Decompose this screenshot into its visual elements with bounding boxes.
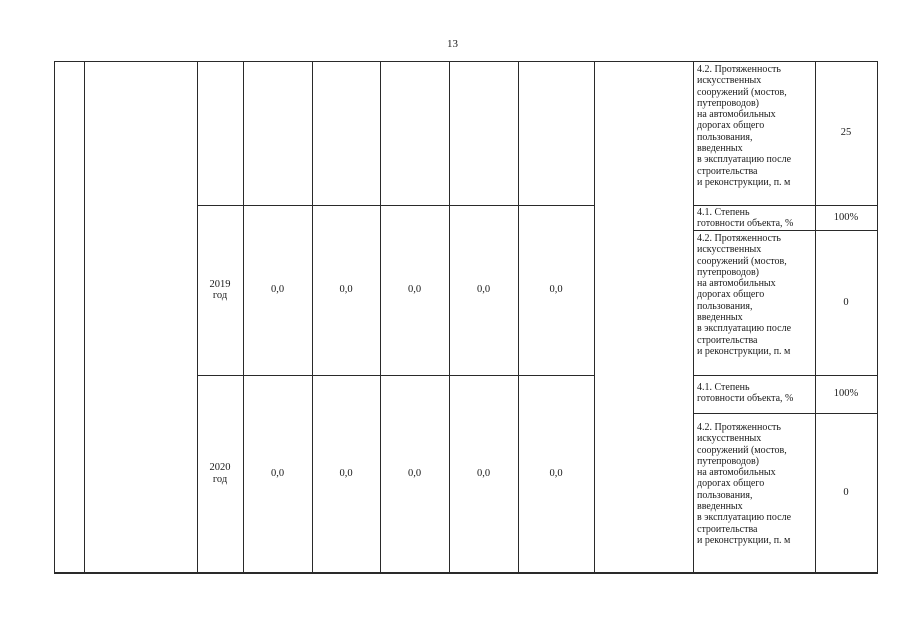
value-cell: 0,0 [549, 467, 563, 479]
page-number: 13 [447, 38, 458, 50]
table-bottom-border [54, 572, 878, 574]
value-cell: 0,0 [339, 284, 353, 296]
value-cell: 0,0 [476, 467, 491, 479]
indicator-value: 100% [833, 211, 859, 223]
value-cell: 0,0 [407, 284, 422, 296]
column-line [594, 61, 595, 573]
indicator-label: 4.2. Протяженность искусственных сооружений (мостов, путепроводов) на автомобильных дорогах общего пользования, введенных в эксплуатацию после строительства и реконструкции, п. м [697, 422, 792, 546]
indicator-label: 4.2. Протяженность искусственных сооружений (мостов, путепроводов) на автомобильных дорогах общего пользования, введенных в эксплуатацию после строительства и реконструкции, п. м [697, 64, 792, 188]
value-cell: 0,0 [549, 284, 563, 296]
indicator-value: 100% [833, 388, 859, 400]
table-top-border [54, 61, 878, 62]
value-cell: 0,0 [270, 284, 285, 296]
value-cell: 0,0 [476, 284, 491, 296]
value-cell: 0,0 [339, 467, 353, 479]
indicator-value: 25 [840, 127, 852, 139]
indicator-value: 0 [843, 486, 849, 498]
column-line [54, 61, 55, 573]
year-cell: 2020 год [209, 462, 231, 485]
value-cell: 0,0 [407, 467, 422, 479]
indicator-value: 0 [843, 296, 849, 308]
column-line [84, 61, 85, 573]
indicator-label: 4.1. Степень готовности объекта, % [697, 382, 794, 405]
indicator-label: 4.1. Степень готовности объекта, % [697, 207, 794, 230]
year-cell: 2019 год [209, 278, 231, 301]
indicator-label: 4.2. Протяженность искусственных сооружений (мостов, путепроводов) на автомобильных дорогах общего пользования, введенных в эксплуатацию после строительства и реконструкции, п. м [697, 233, 792, 357]
value-cell: 0,0 [270, 467, 285, 479]
column-line [693, 61, 694, 573]
column-line [877, 61, 878, 573]
